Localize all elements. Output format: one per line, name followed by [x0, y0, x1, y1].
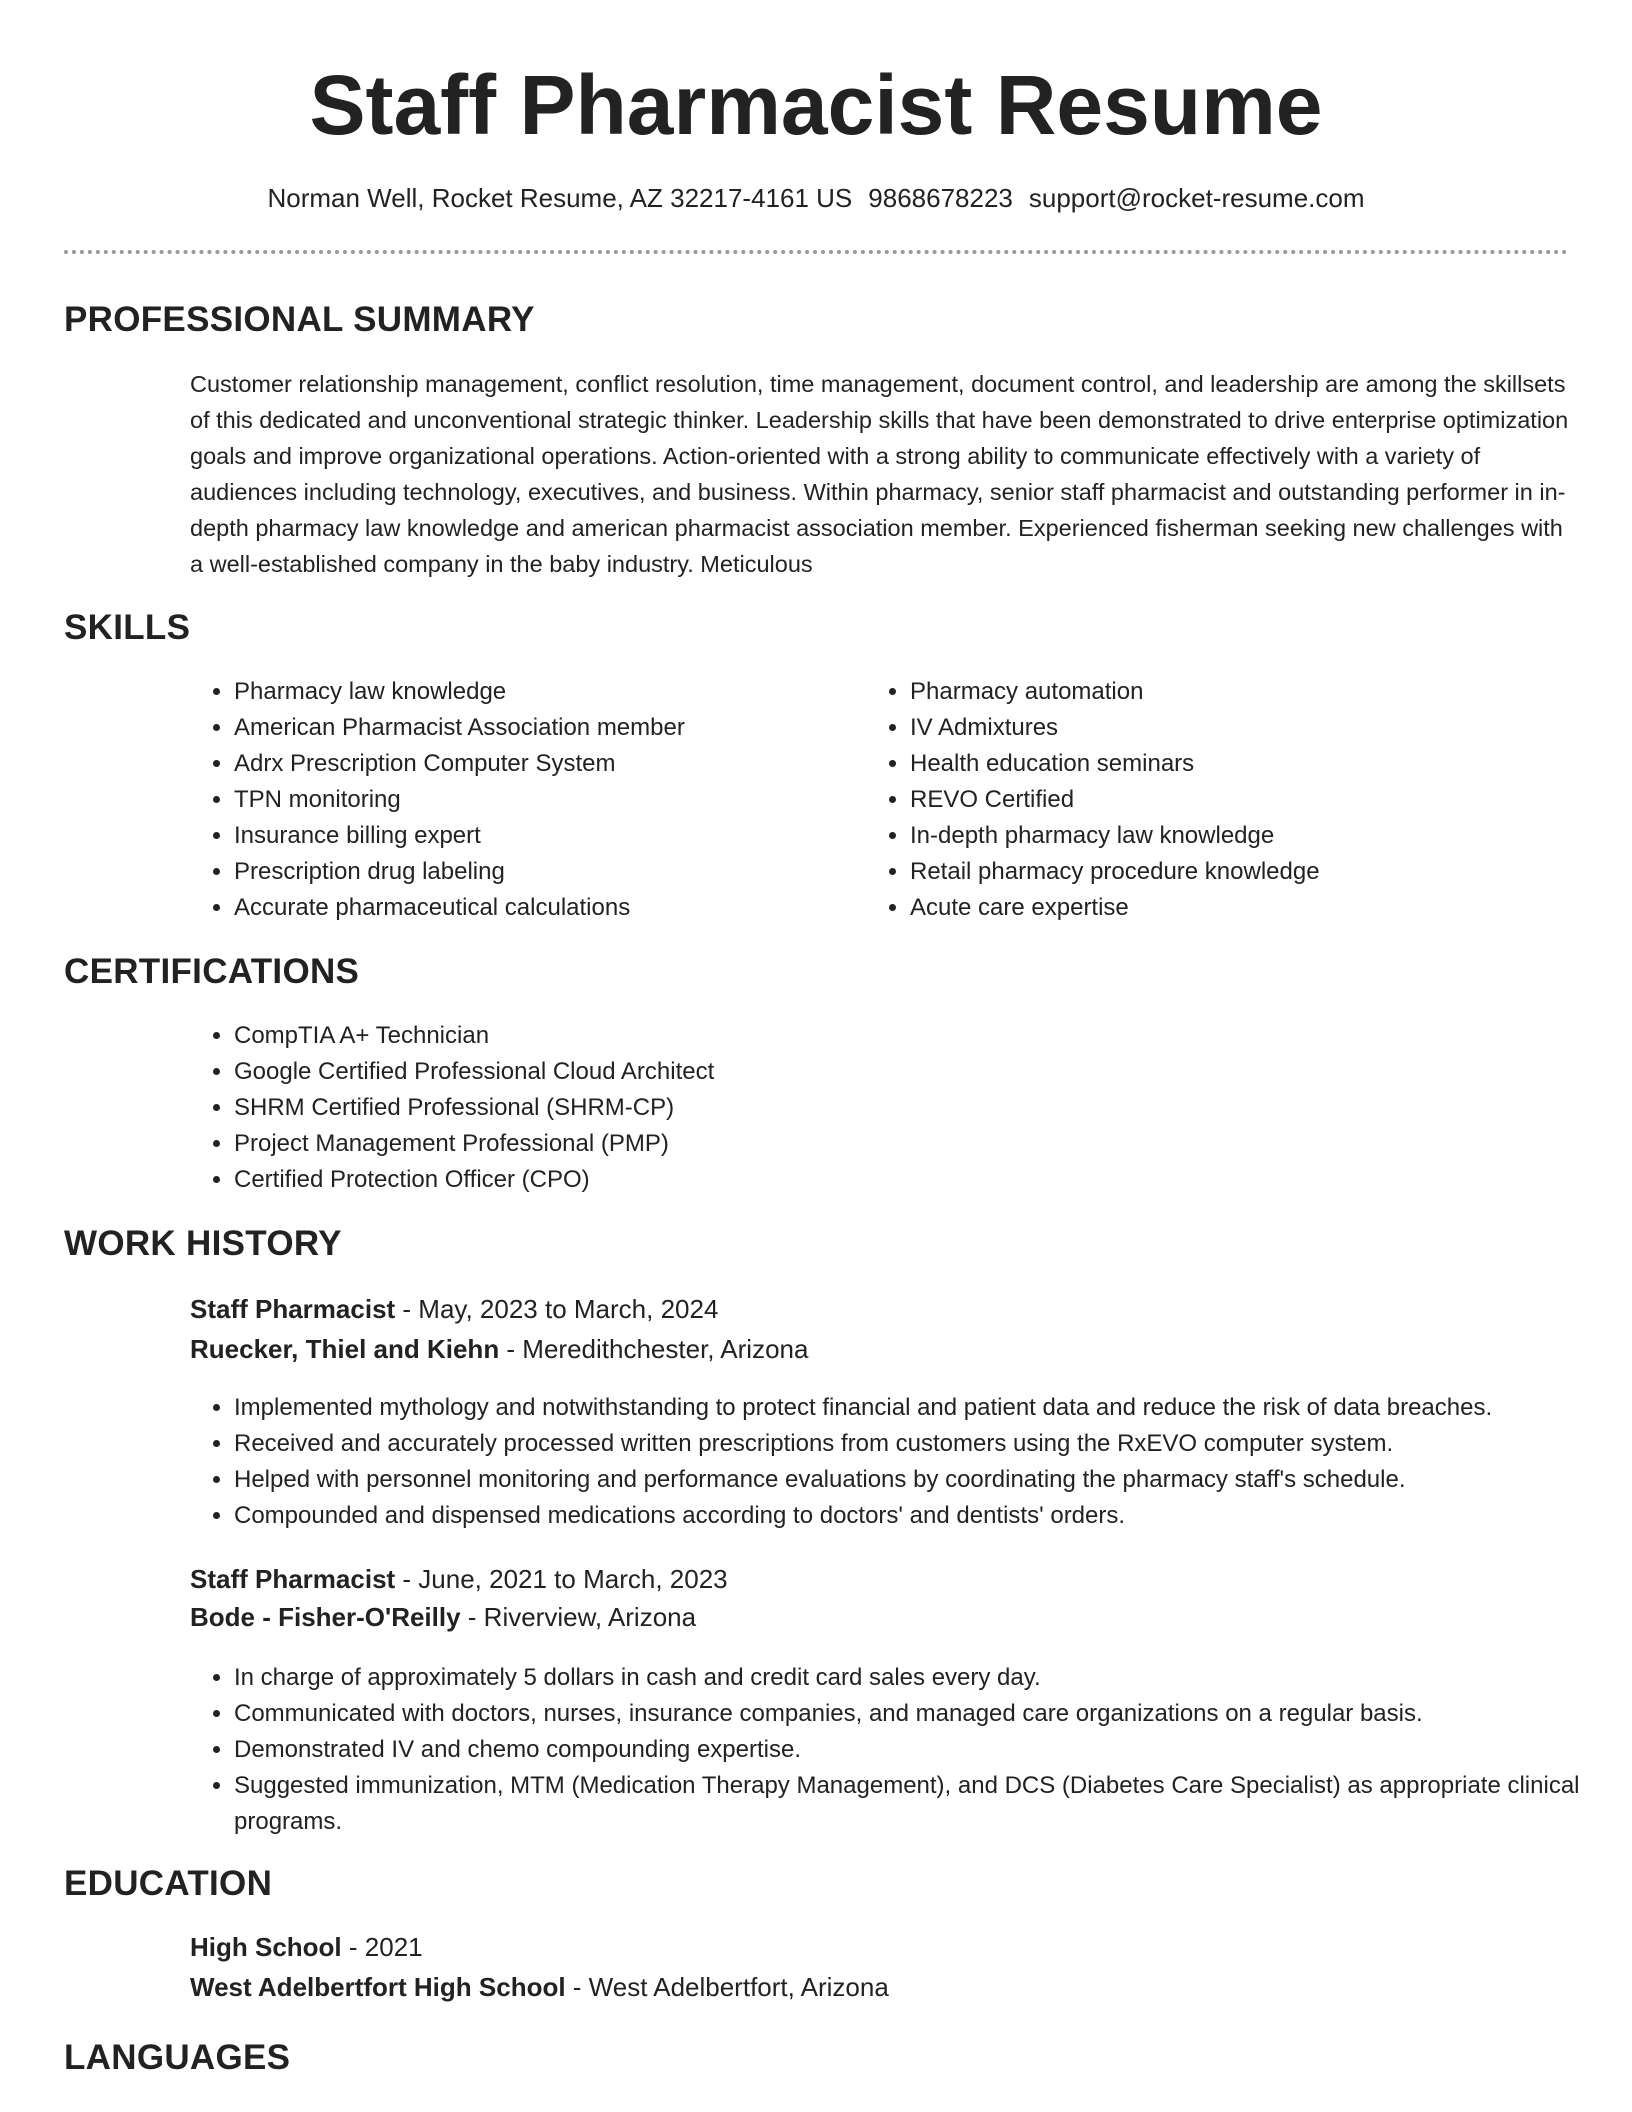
certification-item: • SHRM Certified Professional (SHRM-CP)	[234, 1090, 1534, 1126]
skill-item: • American Pharmacist Association member	[234, 710, 854, 746]
job-1-company-line	[190, 1330, 808, 1368]
skill-item: • Prescription drug labeling	[234, 854, 854, 890]
summary-heading: PROFESSIONAL SUMMARY	[64, 300, 535, 339]
education-location: - West Adelbertfort, Arizona	[565, 1972, 889, 2002]
education-heading: EDUCATION	[64, 1864, 273, 1903]
contact-email[interactable]: support@rocket-resume.com	[1028, 183, 1365, 213]
skill-item: • In-depth pharmacy law knowledge	[910, 818, 1550, 854]
job-company: Bode - Fisher-O'Reilly	[190, 1602, 461, 1632]
skill-item: • Health education seminars	[910, 746, 1550, 782]
job-2-bullets	[190, 1660, 1614, 1840]
skill-item: • Acute care expertise	[910, 890, 1550, 926]
header-divider	[64, 250, 1568, 254]
job-bullet: • Communicated with doctors, nurses, insurance companies, and managed care organizations on a regular basis.	[234, 1696, 1614, 1732]
contact-line	[0, 178, 1632, 218]
certification-item: • Certified Protection Officer (CPO)	[234, 1162, 1534, 1198]
job-company: Ruecker, Thiel and Kiehn	[190, 1334, 500, 1364]
skill-item: • Pharmacy law knowledge	[234, 674, 854, 710]
job-location: - Meredithchester, Arizona	[499, 1334, 809, 1364]
certifications-heading: CERTIFICATIONS	[64, 952, 360, 991]
job-2-title-line	[190, 1560, 728, 1598]
job-bullet: • Received and accurately processed written prescriptions from customers using the RxEVO computer system.	[234, 1426, 1632, 1462]
skill-item: • REVO Certified	[910, 782, 1550, 818]
education-degree-line	[190, 1928, 423, 1966]
certification-item: • Project Management Professional (PMP)	[234, 1126, 1534, 1162]
job-dates: - May, 2023 to March, 2024	[395, 1294, 719, 1324]
skills-heading: SKILLS	[64, 608, 191, 647]
resume-title: Staff Pharmacist Resume	[309, 58, 1323, 152]
contact-address: Norman Well, Rocket Resume, AZ 32217-4161 US	[267, 183, 853, 213]
job-bullet: • Implemented mythology and notwithstanding to protect financial and patient data and reduce the risk of data breaches.	[234, 1390, 1632, 1426]
job-2-company-line	[190, 1598, 696, 1636]
summary-text: Customer relationship management, conflict resolution, time management, document control, and leadership are among the skillsets of this dedicated and unconventional strategic thinker. Leadership skills that have been demonstrated to drive enterprise optimization goals and improve organizational operations. Action-oriented with a strong ability to communicate effectively with a variety of audiences including technology, executives, and business. Within pharmacy, senior staff pharmacist and outstanding performer in in-depth pharmacy law knowledge and american pharmacist association member. Experienced fisherman seeking new challenges with a well-established company in the baby industry. Meticulous	[190, 371, 1569, 577]
skill-item: • Pharmacy automation	[910, 674, 1550, 710]
skills-list-right	[866, 674, 1550, 926]
job-bullet: • In charge of approximately 5 dollars in cash and credit card sales every day.	[234, 1660, 1614, 1696]
job-title: Staff Pharmacist	[190, 1294, 396, 1324]
skill-item: • Retail pharmacy procedure knowledge	[910, 854, 1550, 890]
skill-item: • Adrx Prescription Computer System	[234, 746, 854, 782]
certification-item: • Google Certified Professional Cloud Architect	[234, 1054, 1534, 1090]
job-bullet: • Helped with personnel monitoring and performance evaluations by coordinating the pharmacy staff's schedule.	[234, 1462, 1632, 1498]
education-year: - 2021	[341, 1932, 423, 1962]
education-school: West Adelbertfort High School	[190, 1972, 566, 2002]
education-school-line	[190, 1968, 889, 2006]
job-bullet: • Demonstrated IV and chemo compounding expertise.	[234, 1732, 1614, 1768]
skill-item: • TPN monitoring	[234, 782, 854, 818]
job-1-bullets	[190, 1390, 1632, 1534]
contact-phone: 9868678223	[868, 183, 1013, 213]
certification-item: • CompTIA A+ Technician	[234, 1018, 1534, 1054]
job-location: - Riverview, Arizona	[460, 1602, 697, 1632]
languages-heading: LANGUAGES	[64, 2038, 291, 2077]
certifications-list	[190, 1018, 1534, 1198]
skills-list-left	[190, 674, 854, 926]
skill-item: • Insurance billing expert	[234, 818, 854, 854]
job-dates: - June, 2021 to March, 2023	[395, 1564, 728, 1594]
job-1-title-line	[190, 1290, 718, 1328]
skill-item: • IV Admixtures	[910, 710, 1550, 746]
job-bullet: • Compounded and dispensed medications according to doctors' and dentists' orders.	[234, 1498, 1632, 1534]
education-degree: High School	[190, 1932, 342, 1962]
job-title: Staff Pharmacist	[190, 1564, 396, 1594]
skill-item: • Accurate pharmaceutical calculations	[234, 890, 854, 926]
job-bullet: • Suggested immunization, MTM (Medication Therapy Management), and DCS (Diabetes Care Specialist) as appropriate clinical programs.	[234, 1768, 1614, 1840]
work-history-heading: WORK HISTORY	[64, 1224, 342, 1263]
